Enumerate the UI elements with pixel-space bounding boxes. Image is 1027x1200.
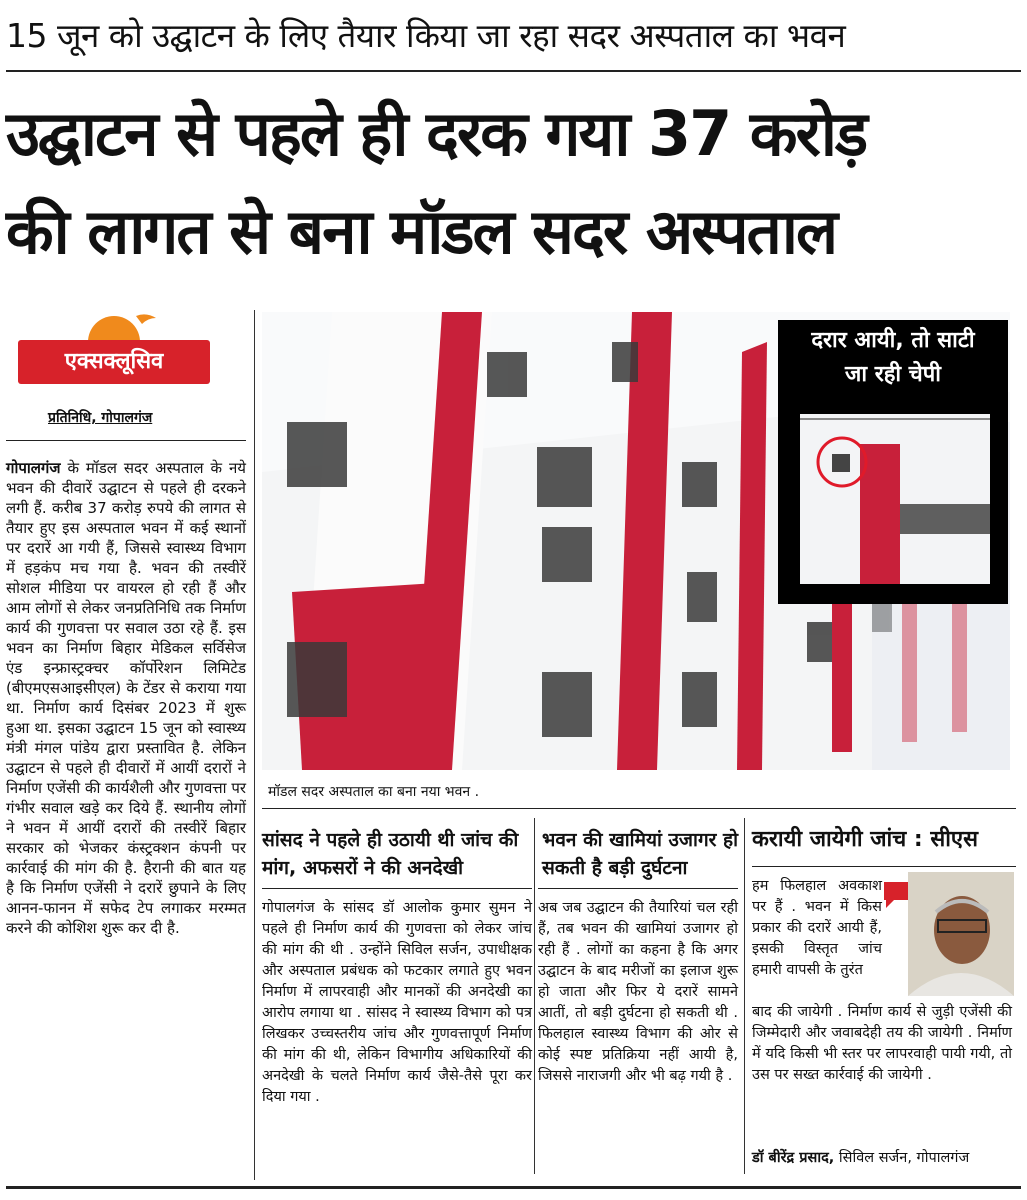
signatory-title: सिविल सर्जन, गोपालगंज — [834, 1150, 970, 1166]
exclusive-badge: एक्सक्लूसिव — [18, 340, 210, 384]
column4-body-bottom: बाद की जायेगी . निर्माण कार्य से जुड़ी एजेंसी की जिम्मेदारी और जवाबदेही तय की जायेगी . निर्माण में यदि किसी भी स्तर पर लापरवाही पायी गयी, तो उस पर सख्त कार्रवाई की जायेगी . — [752, 1004, 1012, 1083]
column2-head-rule — [262, 888, 532, 889]
inset-title — [778, 324, 1008, 392]
inset-title-line-2: जा रही चेपी — [845, 362, 941, 387]
column2-body: गोपालगंज के सांसद डॉ आलोक कुमार सुमन ने पहले ही निर्माण कार्य की गुणवत्ता को लेकर जांच की मांग की थी . उन्होंने सिविल सर्जन, उपाधीक्षक और अस्पताल प्रबंधक को फटकार लगाते हुए भवन निर्माण में लापरवाही और मानकों की अनदेखी का आरोप लगाया था . सांसद ने स्वास्थ्य विभाग को पत्र लिखकर उच्चस्तरीय जांच और गुणवत्तापूर्ण निर्माण की मांग की थी, लेकिन विभागीय अधिकारियों की अनदेखी के चलते निर्माण कार्य जैसे-तैसे पूरा कर दिया गया . — [262, 900, 532, 1105]
headline-divider — [6, 70, 1021, 72]
column4-heading: करायी जायेगी जांच : सीएस — [752, 827, 978, 852]
column4-head-rule — [752, 866, 1016, 867]
column-rule — [254, 310, 255, 1180]
column-rule — [744, 818, 745, 1174]
column4-body-top: हम फिलहाल अवकाश पर हैं . भवन में किस प्रकार की दरारें आयी हैं, इसकी विस्तृत जांच हमारी वापसी के तुरंत — [752, 878, 882, 978]
column3-head-rule — [538, 888, 738, 889]
headline-line-2: की लागत से बना मॉडल सदर अस्पताल — [6, 195, 836, 268]
byline-divider — [6, 440, 246, 441]
civil-surgeon-portrait — [908, 872, 1014, 996]
column3-body: अब जब उद्घाटन की तैयारियां चल रही हैं, तब भवन की खामियां उजागर हो रही हैं . लोगों का कहना है कि अगर उद्घाटन के बाद मरीजों का इलाज शुरू हो जाता और फिर ये दरारें सामने आतीं, तो बड़ी दुर्घटना हो सकती थी . फिलहाल स्वास्थ्य विभाग की ओर से कोई स्पष्ट प्रतिक्रिया नहीं आयी है, जिससे नाराजगी और भी बढ़ गयी है . — [538, 900, 738, 1084]
photo-caption: मॉडल सदर अस्पताल का बना नया भवन . — [268, 784, 480, 800]
headline-line-1: उद्घाटन से पहले ही दरक गया 37 करोड़ — [6, 97, 867, 170]
photo-divider — [262, 808, 1016, 809]
page-bottom-rule — [6, 1186, 1021, 1189]
column3-heading: भवन की खामियां उजागर हो सकती है बड़ी दुर्घटना — [542, 829, 739, 879]
dateline: गोपालगंज — [6, 459, 61, 477]
sub-headline: 15 जून को उद्घाटन के लिए तैयार किया जा रहा सदर अस्पताल का भवन — [6, 16, 846, 55]
column2-heading: सांसद ने पहले ही उठायी थी जांच की मांग, अफसरों ने की अनदेखी — [262, 829, 519, 879]
byline: प्रतिनिधि, गोपालगंज — [48, 410, 153, 426]
signatory-name: डॉ बीरेंद्र प्रसाद, — [752, 1150, 835, 1166]
column-rule — [534, 818, 535, 1174]
lead-body: के मॉडल सदर अस्पताल के नये भवन की दीवारें उद्घाटन से पहले ही दरकने लगी हैं. करीब 37 करोड़ रुपये की लागत से तैयार हुए इस अस्पताल भवन में कई स्थानों पर दरारें आ गयी हैं, जिससे स्वास्थ्य विभाग में हड़कंप मच गया है. भवन की तस्वीरें सोशल मीडिया पर वायरल हो रही हैं और आम लोगों से लेकर जनप्रतिनिधि तक निर्माण कार्य की गुणवत्ता पर सवाल उठा रहे हैं. इस भवन का निर्माण बिहार मेडिकल सर्विसेज एंड इन्फ्रास्ट्रक्चर कॉर्पोरेशन लिमिटेड (बीएमएसआइसीएल) के टेंडर से कराया गया था. निर्माण कार्य दिसंबर 2023 में शुरू हुआ था. इसका उद्घाटन 15 जून को स्वास्थ्य मंत्री मंगल पांडेय द्वारा प्रस्तावित है. लेकिन उद्घाटन से पहले ही दीवारों में आयीं दरारों ने निर्माण एजेंसी की कार्यशैली और गुणवत्ता पर गंभीर सवाल खड़े कर दिये हैं. स्थानीय लोगों ने भवन में आयीं दरारों की तस्वीरें बिहार सरकार को भेजकर कंस्ट्रक्शन कंपनी पर कार्रवाई की मांग की है. हैरानी की बात यह है कि निर्माण एजेंसी ने दरारें छुपाने के लिए आनन-फानन में सफेद टेप लगाकर मरम्मत करने की कोशिश शुरू कर दी है. — [6, 459, 246, 937]
column4-signature — [752, 1148, 969, 1168]
inset-title-line-1: दरार आयी, तो साटी — [811, 328, 975, 353]
lead-article — [6, 458, 246, 938]
inset-crack-repair-photo — [800, 414, 990, 584]
